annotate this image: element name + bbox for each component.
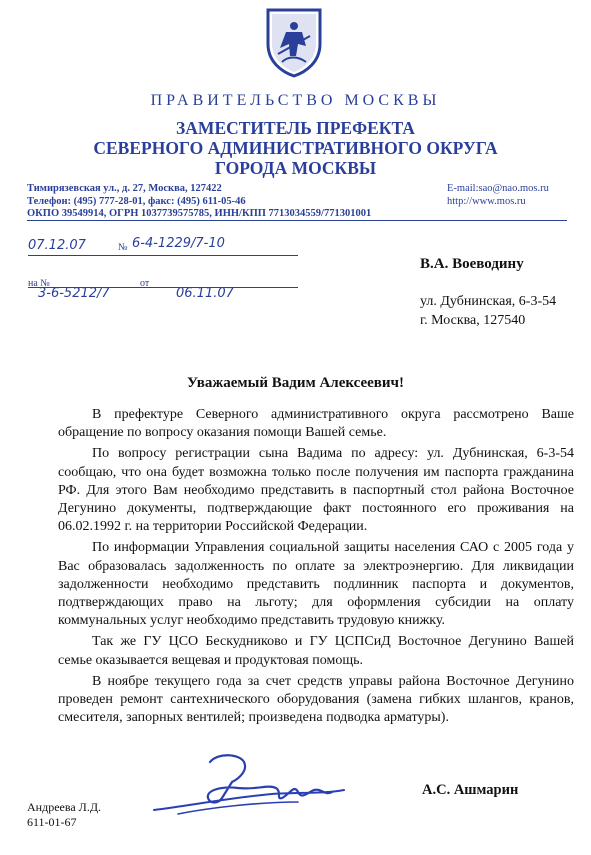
address-street: ул. Дубнинская, 6-3-54 bbox=[420, 294, 557, 309]
executor-phone: 611-01-67 bbox=[27, 815, 77, 829]
signer-name: А.С. Ашмарин bbox=[422, 782, 519, 798]
registration-underline bbox=[28, 255, 298, 256]
address-city: г. Москва, 127540 bbox=[420, 313, 526, 328]
contact-phone: Телефон: (495) 777-28-01, факс: (495) 611-05-46 bbox=[27, 195, 246, 207]
position-line: ГОРОДА МОСКВЫ bbox=[214, 158, 377, 178]
letter-paragraph: В ноябре текущего года за счет средств управы района Восточное Дегунино проведен ремонт сантехнического оборудования (замена гибких шлангов, кранов, смесителя, запорных вентилей; произведена подводка арматуры). bbox=[58, 673, 574, 726]
letter-paragraph: В префектуре Северного административного округа рассмотрено Ваше обращение по вопросу оказания помощи Вашей семье. bbox=[58, 407, 574, 441]
position-line: ЗАМЕСТИТЕЛЬ ПРЕФЕКТА bbox=[176, 118, 415, 138]
letter-paragraph: Так же ГУ ЦСО Бескудниково и ГУ ЦСПСиД Восточное Дегунино Вашей семье оказывается вещевая и продуктовая помощь. bbox=[58, 634, 574, 668]
moscow-coat-of-arms-icon bbox=[264, 6, 324, 78]
government-title: ПРАВИТЕЛЬСТВО МОСКВЫ bbox=[150, 92, 441, 109]
header-divider bbox=[27, 220, 567, 221]
handwritten-signature bbox=[148, 748, 348, 820]
registration-number-label: № bbox=[118, 242, 128, 253]
contact-address: Тимирязевская ул., д. 27, Москва, 127422 bbox=[27, 183, 222, 194]
recipient-address bbox=[420, 292, 556, 330]
salutation: Уважаемый Вадим Алексеевич! bbox=[187, 375, 404, 391]
registration-number: 6-4-1229/7-10 bbox=[132, 236, 225, 251]
sender-web bbox=[447, 183, 549, 208]
sender-contacts bbox=[27, 183, 371, 221]
executor-name: Андреева Л.Д. bbox=[27, 800, 102, 814]
reply-to-date: 06.11.07 bbox=[176, 286, 234, 301]
registration-date: 07.12.07 bbox=[28, 238, 86, 253]
position-line: СЕВЕРНОГО АДМИНИСТРАТИВНОГО ОКРУГА bbox=[93, 138, 498, 158]
letter-body bbox=[58, 406, 574, 730]
recipient-name: В.А. Воеводину bbox=[420, 256, 524, 272]
contact-codes: ОКПО 39549914, ОГРН 1037739575785, ИНН/КПП 7713034559/771301001 bbox=[27, 208, 372, 219]
executor bbox=[27, 800, 101, 830]
reply-to-number: 3-6-5212/7 bbox=[38, 286, 110, 301]
contact-website: http://www.mos.ru bbox=[447, 195, 526, 207]
reply-from-label: от bbox=[140, 278, 150, 289]
reply-underline bbox=[28, 287, 298, 288]
reply-to-label: на № bbox=[28, 278, 50, 289]
letter-paragraph: По вопросу регистрации сына Вадима по адресу: ул. Дубнинская, 6-3-54 сообщаю, что она будет возможна только после получения им паспорта гражданина РФ. Для этого Вам необходимо представить в паспортный стол района Восточное Дегунино документы, подтверждающие факт постоянного его проживания на 06.02.1992 г. на территории Российской Федерации. bbox=[58, 446, 574, 535]
sender-position bbox=[0, 118, 591, 178]
letter-paragraph: По информации Управления социальной защиты населения САО с 2005 года у Вас образовалась задолженность по оплате за электроэнергию. Для ликвидации задолженности необходимо представить подлинник паспорта и документов, подтверждающих право на льготу; для оформления субсидии на оплату коммунальных услуг необходимо представить трудовую книжку. bbox=[58, 540, 574, 629]
contact-email: E-mail:sao@nao.mos.ru bbox=[447, 183, 549, 194]
